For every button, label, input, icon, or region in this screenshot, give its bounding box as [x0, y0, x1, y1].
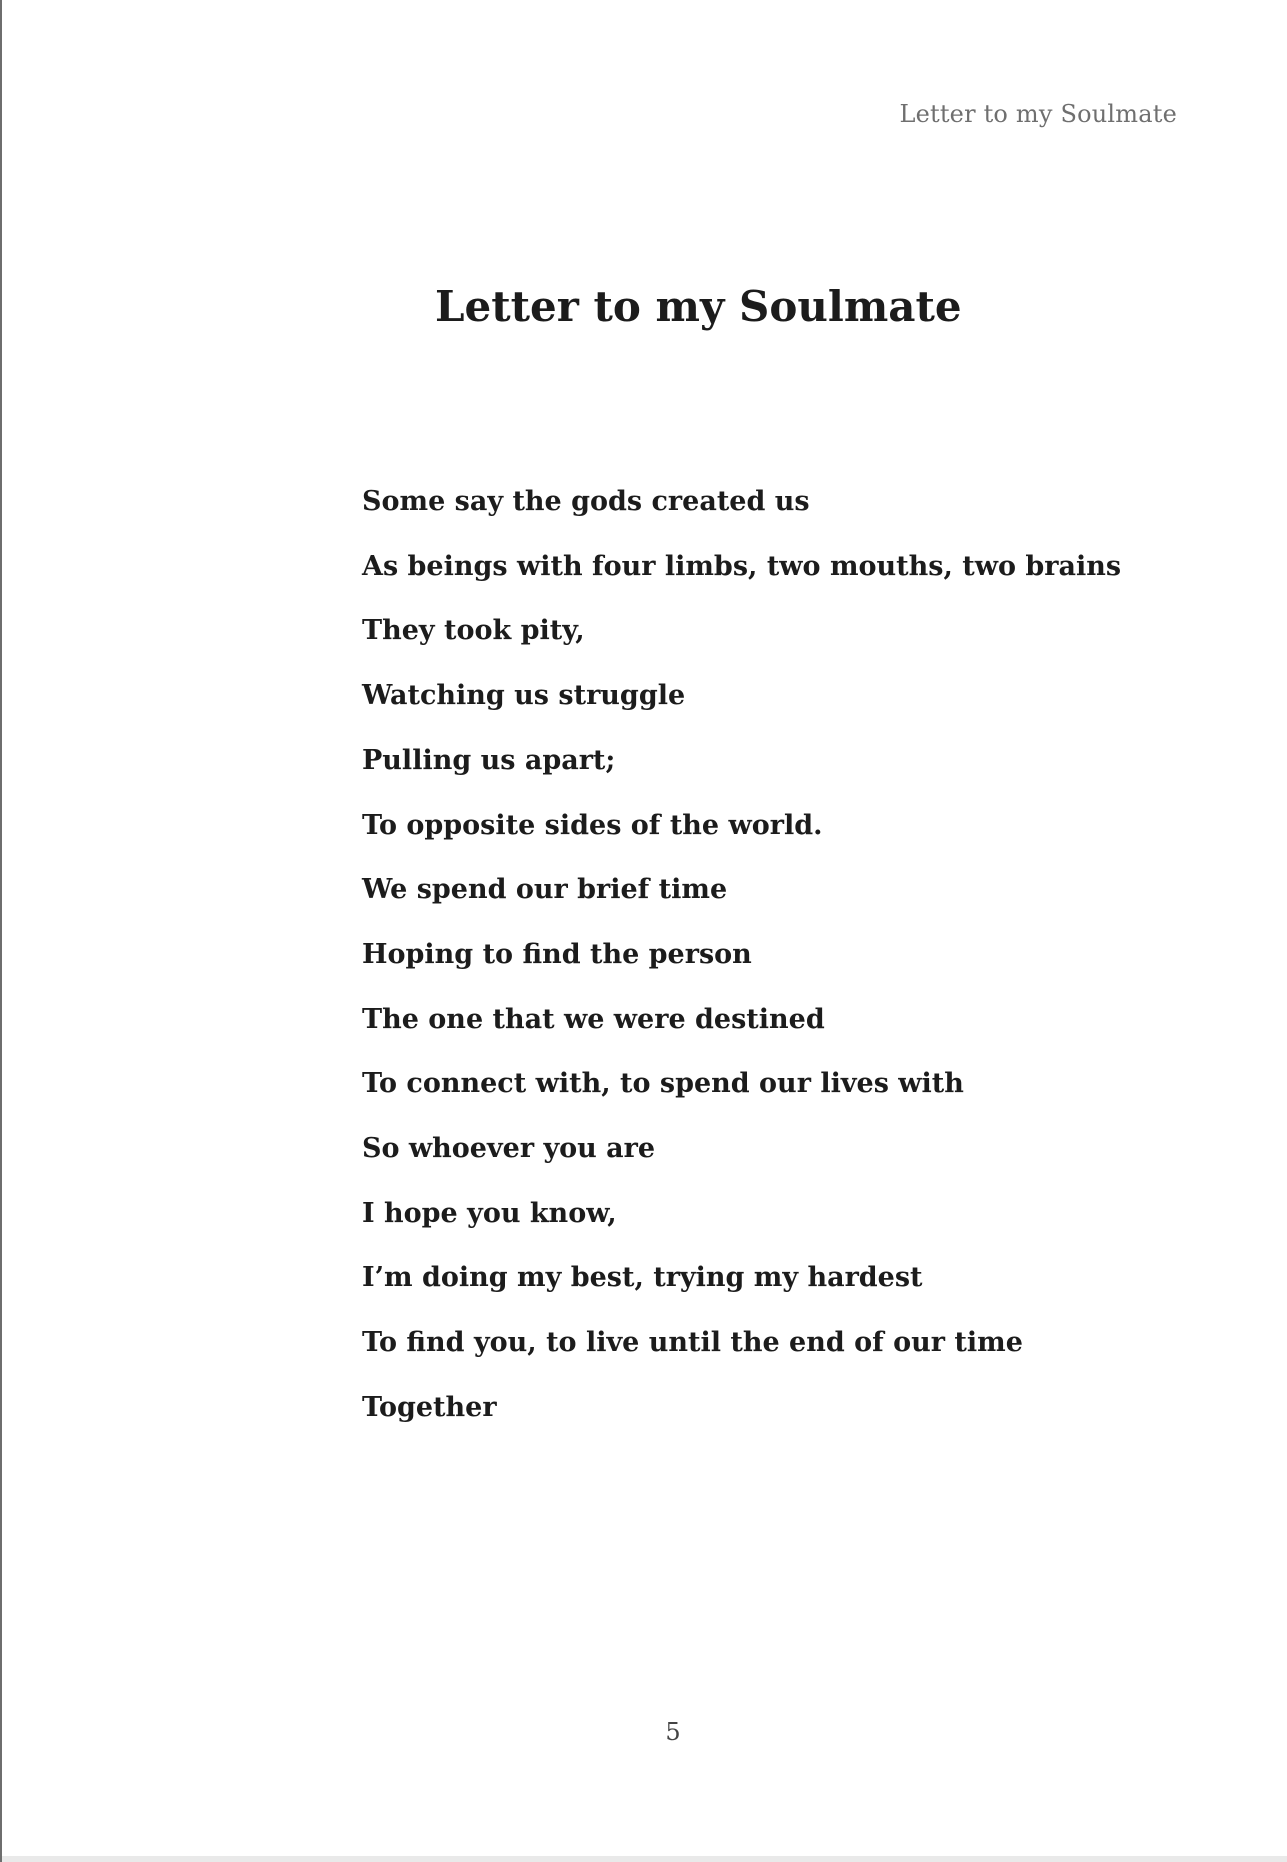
poem-line: As beings with four limbs, two mouths, two brains [362, 550, 1122, 582]
poem-line: They took pity, [362, 615, 585, 647]
page-number: 5 [665, 1718, 681, 1746]
poem-line: So whoever you are [362, 1133, 656, 1165]
poem-line: We spend our brief time [362, 874, 728, 906]
poem-title: Letter to my Soulmate [435, 282, 962, 331]
poem-line: I’m doing my best, trying my hardest [362, 1262, 923, 1294]
poem-line: Hoping to find the person [362, 938, 752, 970]
poem-line: To connect with, to spend our lives with [362, 1068, 964, 1100]
poem-line: Watching us struggle [362, 680, 686, 712]
poem-line: To find you, to live until the end of our time [362, 1327, 1023, 1359]
poem-line: Together [362, 1391, 497, 1423]
running-header: Letter to my Soulmate [899, 100, 1177, 128]
page-bottom-edge [2, 1856, 1287, 1862]
poem-line: To opposite sides of the world. [362, 809, 823, 841]
poem-line: Pulling us apart; [362, 744, 616, 776]
poem-line: I hope you know, [362, 1197, 617, 1229]
poem-line: Some say the gods created us [362, 486, 810, 517]
poem-body [362, 470, 1121, 1441]
poem-line: The one that we were destined [362, 1003, 825, 1035]
